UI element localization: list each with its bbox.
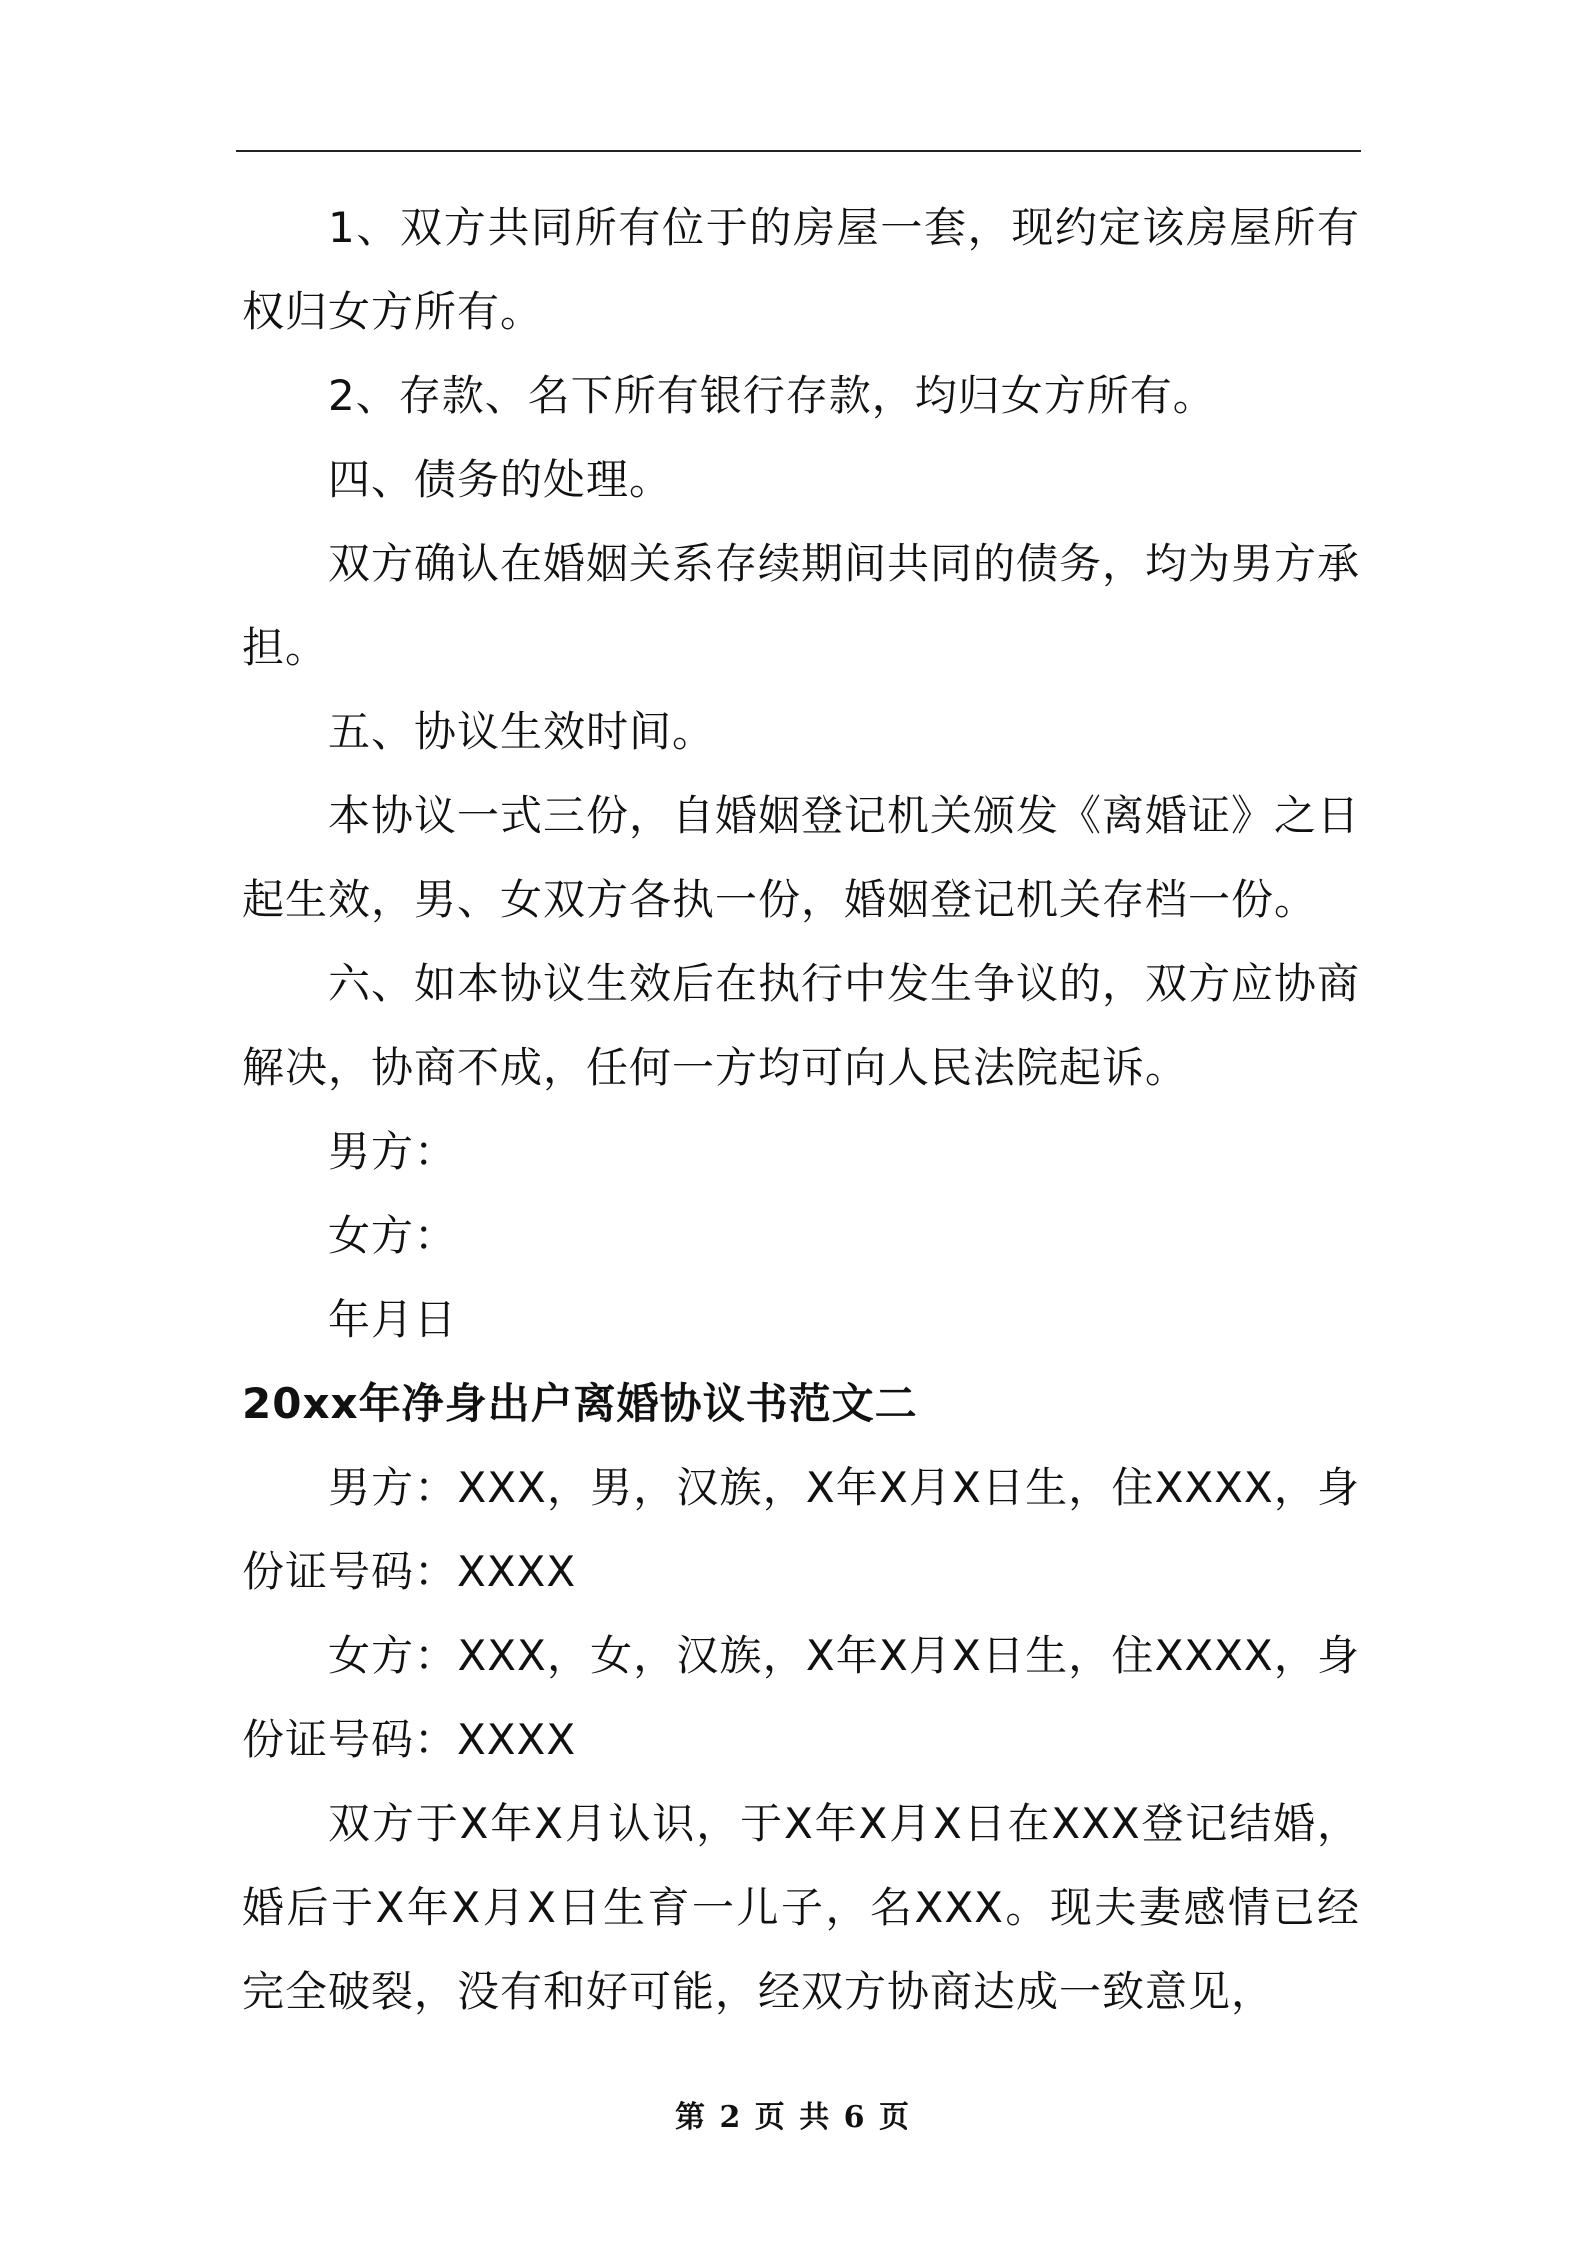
paragraph-house: 1、双方共同所有位于的房屋一套，现约定该房屋所有权归女方所有。 bbox=[242, 203, 1360, 336]
paragraph-deposits: 2、存款、名下所有银行存款，均归女方所有。 bbox=[328, 371, 1216, 420]
paragraph-dispute: 六、如本协议生效后在执行中发生争议的，双方应协商解决，协商不成，任何一方均可向人民法院起诉。 bbox=[242, 959, 1361, 1092]
sample-two-heading: 20xx年净身出户离婚协议书范文二 bbox=[242, 1379, 918, 1428]
paragraph-background: 双方于X年X月认识，于X年X月X日在XXX登记结婚，婚后于X年X月X日生育一儿子，名XXX。现夫妻感情已经完全破裂，没有和好可能，经双方协商达成一致意见， bbox=[242, 1799, 1360, 2016]
document-body bbox=[242, 186, 1360, 2034]
header-rule bbox=[236, 150, 1361, 152]
page-number: 第 2 页 共 6 页 bbox=[675, 2100, 911, 2135]
signature-date: 年月日 bbox=[328, 1295, 458, 1344]
party-female-info: 女方：XXX，女，汉族，X年X月X日生，住XXXX，身份证号码：XXXX bbox=[242, 1631, 1360, 1764]
signature-female: 女方： bbox=[328, 1211, 458, 1260]
party-male-info: 男方：XXX，男，汉族，X年X月X日生，住XXXX，身份证号码：XXXX bbox=[242, 1463, 1360, 1596]
section-debt-title: 四、债务的处理。 bbox=[328, 455, 673, 504]
paragraph-debt: 双方确认在婚姻关系存续期间共同的债务，均为男方承担。 bbox=[242, 539, 1361, 672]
paragraph-effective: 本协议一式三份，自婚姻登记机关颁发《离婚证》之日起生效，男、女双方各执一份，婚姻登记机关存档一份。 bbox=[242, 791, 1361, 924]
section-effective-title: 五、协议生效时间。 bbox=[328, 707, 716, 756]
signature-male: 男方： bbox=[328, 1127, 458, 1176]
